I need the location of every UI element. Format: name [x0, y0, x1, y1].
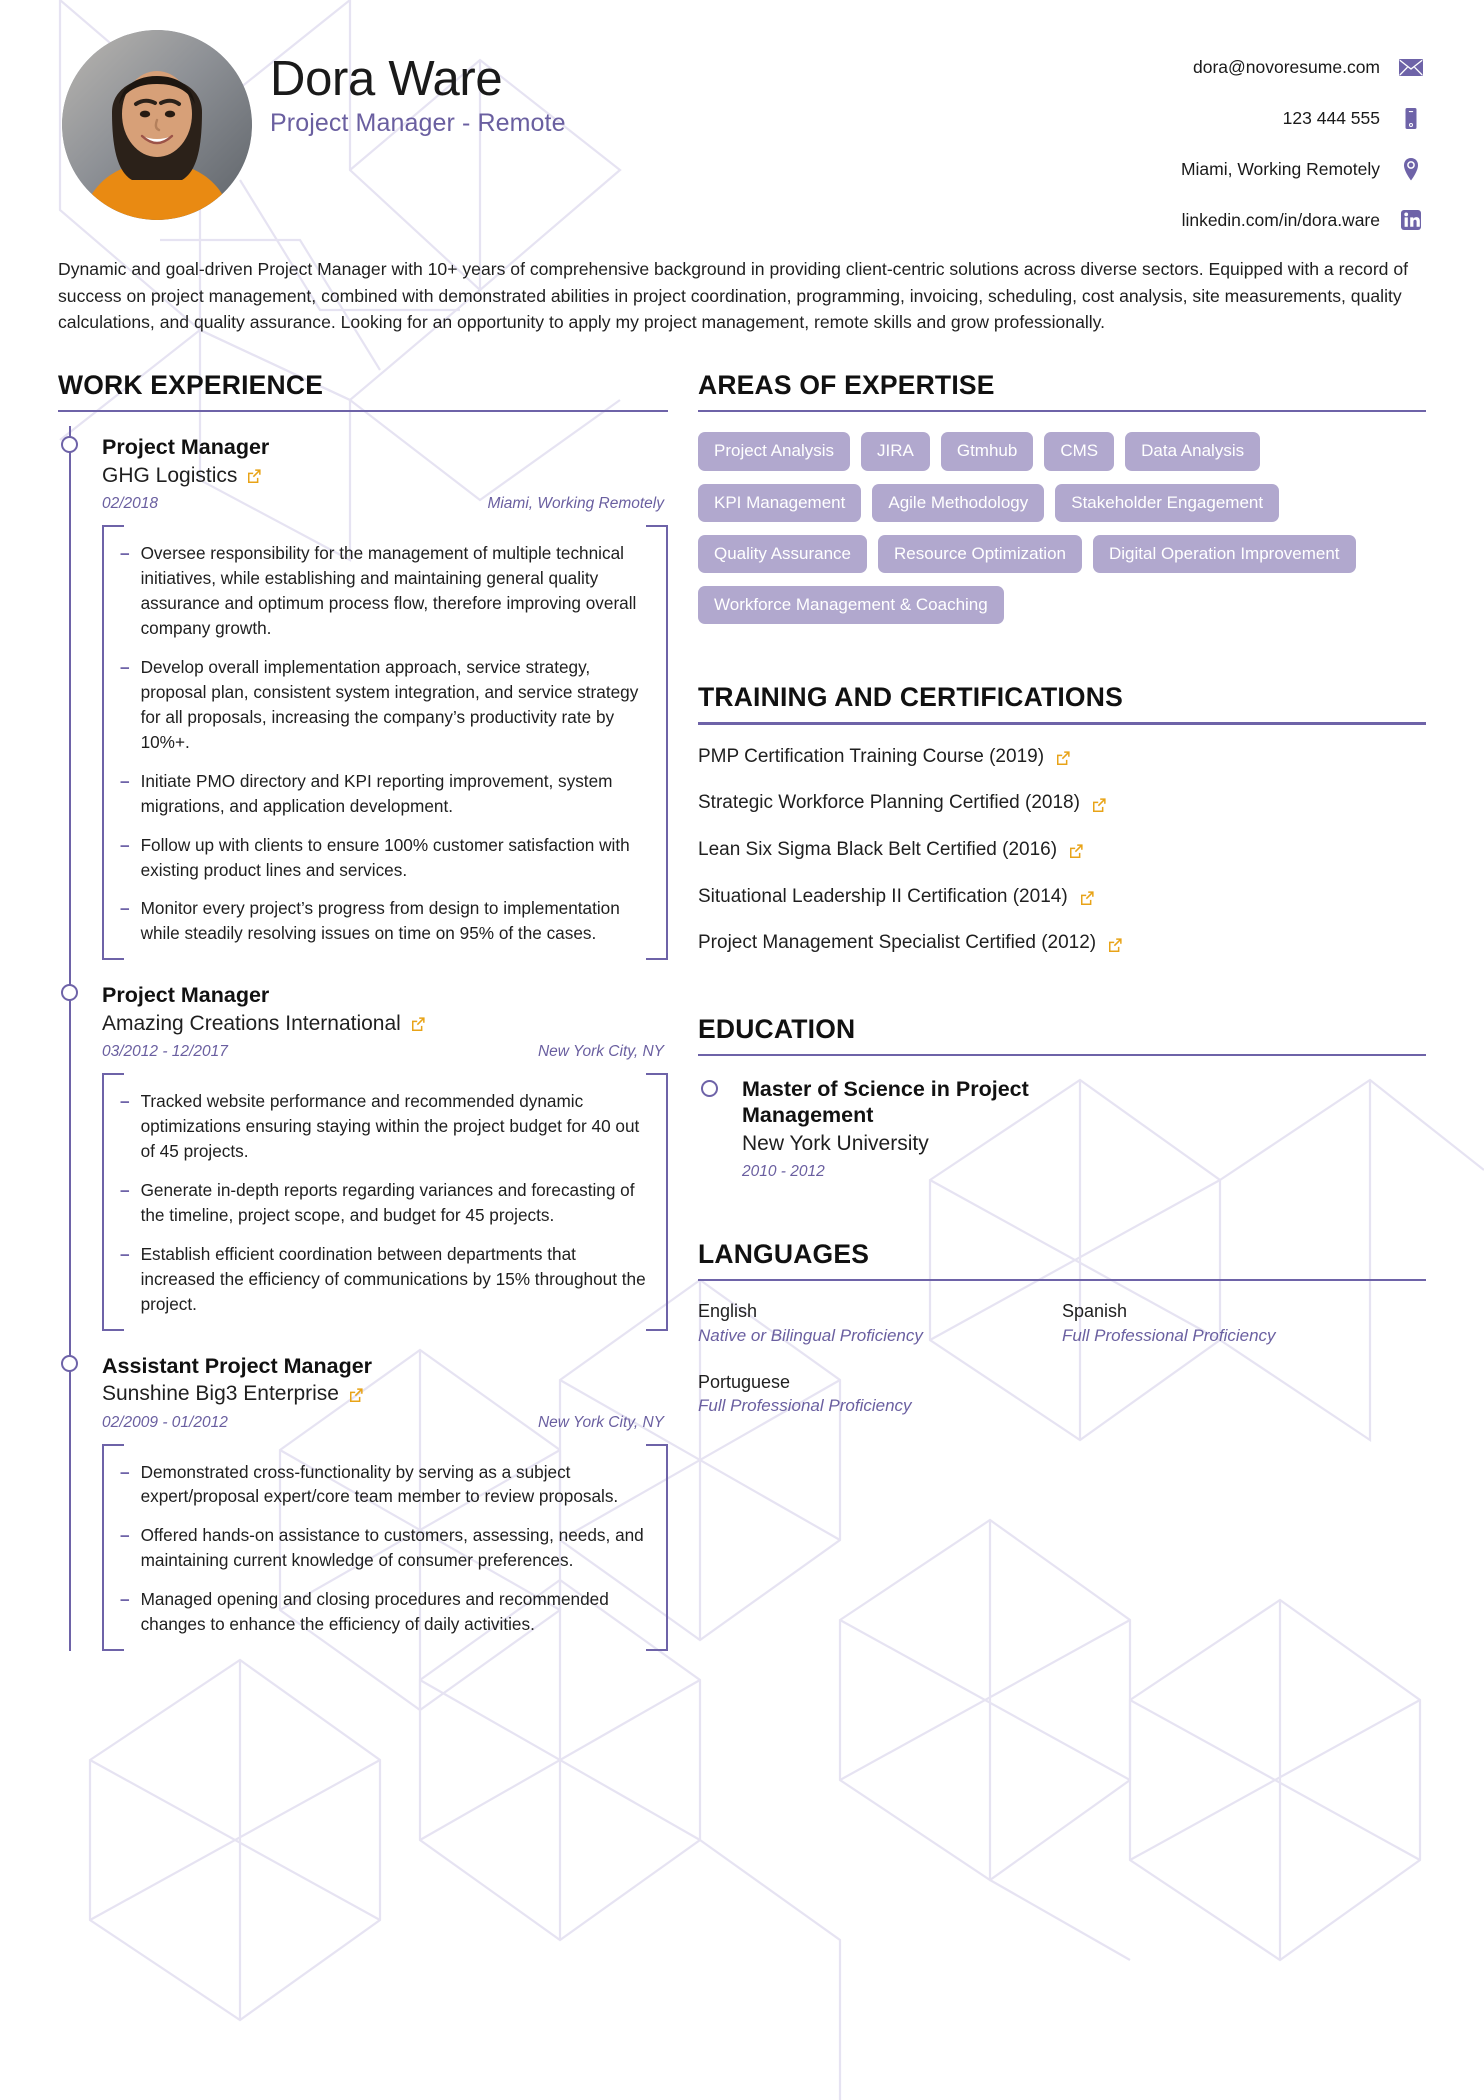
language-name: Portuguese: [698, 1371, 791, 1392]
job-dates: 03/2012 - 12/2017: [102, 1043, 228, 1061]
language-item: [1062, 1300, 1426, 1346]
bracket-side: [666, 1073, 668, 1331]
contact-phone-text: 123 444 555: [1282, 107, 1380, 128]
bullet-text: Develop overall implementation approach, service strategy, proposal plan, consistent system integration, and service strategy for all proposals, increasing the company’s productivity rate by 10%+.: [140, 656, 639, 752]
professional-summary: Dynamic and goal-driven Project Manager with 10+ years of comprehensive background in providing client-centric solutions across diverse sectors. Equipped with a record of success on project management, combined with demonstrated abilities in project coordination, programming, invoicing, scheduling, cost analysis, site measurements, quality calculations, and quality assurance. Looking for an opportunity to apply my project management, remote skills and grow professionally.: [58, 259, 1409, 333]
bullet-text: Oversee responsibility for the management of multiple technical initiatives, while establishing and maintaining general quality assurance and optimum process flow, therefore improving overall company growth.: [140, 543, 637, 639]
bullet-item: [120, 1523, 658, 1573]
bullet-item: [120, 655, 658, 755]
left-column: [58, 370, 668, 1651]
bullet-dash-icon: –: [120, 898, 130, 919]
resume-header: [58, 0, 1426, 250]
resume-body: [58, 336, 1426, 1651]
education-school: New York University: [742, 1131, 929, 1155]
certification-text: Strategic Workforce Planning Certified (2018): [698, 792, 1080, 814]
bracket-corner: [102, 1309, 124, 1331]
bracket-side: [102, 525, 104, 960]
contact-email-text: dora@novoresume.com: [1192, 56, 1380, 77]
bullet-dash-icon: –: [120, 1461, 130, 1482]
bracket-side: [666, 525, 668, 960]
language-list: [698, 1281, 1426, 1441]
contact-email[interactable]: [1193, 52, 1426, 82]
education-degree: Master of Science in Project Management: [742, 1077, 1029, 1128]
external-link-icon[interactable]: [1068, 843, 1084, 859]
linkedin-icon: [1396, 205, 1426, 235]
external-link-icon[interactable]: [1107, 937, 1123, 953]
bracket-corner: [646, 938, 668, 960]
bracket-side: [102, 1444, 104, 1652]
bracket-corner: [102, 1073, 124, 1095]
job-meta: [102, 495, 668, 513]
skill-tag[interactable]: Stakeholder Engagement: [1055, 484, 1279, 522]
job-bullets: [102, 1444, 668, 1652]
job-location: New York City, NY: [537, 1413, 664, 1431]
section-title-languages: LANGUAGES: [698, 1239, 870, 1270]
bullet-dash-icon: –: [120, 656, 130, 677]
skill-tag[interactable]: Agile Methodology: [872, 484, 1044, 522]
bullet-dash-icon: –: [120, 1179, 130, 1200]
bullet-dash-icon: –: [120, 834, 130, 855]
bracket-corner: [102, 1629, 124, 1651]
full-name: Dora Ware: [270, 52, 503, 106]
section-education: [698, 1014, 1426, 1181]
section-training-and-certifications: [698, 682, 1426, 956]
bullet-dash-icon: –: [120, 1091, 130, 1112]
bullet-item: [120, 1089, 658, 1164]
language-level: Full Professional Proficiency: [1062, 1325, 1276, 1345]
bullet-dash-icon: –: [120, 1589, 130, 1610]
section-title-education: EDUCATION: [698, 1014, 856, 1045]
job-company: [102, 463, 668, 489]
certification-text: Lean Six Sigma Black Belt Certified (2016): [698, 838, 1058, 860]
bullet-text: Tracked website performance and recommended dynamic optimizations ensuring staying within the project budget for 40 out of 45 projects.: [140, 1091, 640, 1162]
education-dates: 2010 - 2012: [742, 1163, 825, 1181]
bullet-item: [120, 1460, 658, 1510]
bullet-item: [120, 833, 658, 883]
bracket-corner: [646, 1309, 668, 1331]
bullet-dash-icon: –: [120, 770, 130, 791]
section-work-experience: [58, 370, 668, 1651]
bullet-text: Monitor every project’s progress from design to implementation while steadily resolving issues on time on 95% of the cases.: [140, 898, 620, 944]
bullet-dash-icon: –: [120, 1243, 130, 1264]
work-timeline: [58, 412, 668, 1651]
bullet-dash-icon: –: [120, 1525, 130, 1546]
email-icon: [1396, 52, 1426, 82]
bullet-text: Establish efficient coordination between departments that increased the efficiency of communications by 15% throughout the project.: [140, 1243, 646, 1314]
job-title: Assistant Project Manager: [102, 1353, 373, 1378]
bullet-item: [120, 1242, 658, 1317]
certification-item: [698, 885, 1426, 910]
external-link-icon[interactable]: [1079, 890, 1095, 906]
bracket-corner: [646, 1629, 668, 1651]
job-company-name: Sunshine Big3 Enterprise: [102, 1381, 339, 1405]
job-bullets: [102, 525, 668, 960]
skill-tag[interactable]: KPI Management: [698, 484, 861, 522]
location-icon: [1396, 154, 1426, 184]
bullet-text: Initiate PMO directory and KPI reporting improvement, system migrations, and application development.: [140, 770, 613, 816]
job-subtitle: Project Manager - Remote: [270, 108, 566, 137]
skill-tag[interactable]: Resource Optimization: [878, 535, 1082, 573]
timeline-dot-icon: [61, 1355, 78, 1372]
contact-linkedin-text: linkedin.com/in/dora.ware: [1181, 209, 1380, 230]
bracket-side: [666, 1444, 668, 1652]
certification-item: [698, 791, 1426, 816]
bullet-text: Demonstrated cross-functionality by serving as a subject expert/proposal expert/core team member to review proposals.: [140, 1461, 619, 1507]
external-link-icon[interactable]: [1091, 797, 1107, 813]
bullet-item: [120, 1587, 658, 1637]
external-link-icon[interactable]: [348, 1387, 364, 1403]
skill-tag[interactable]: Workforce Management & Coaching: [698, 586, 1004, 624]
certification-item: [698, 838, 1426, 863]
external-link-icon[interactable]: [410, 1016, 426, 1032]
avatar-wrapper: [58, 30, 256, 220]
timeline-dot-icon: [61, 984, 78, 1001]
job-bullets: [102, 1073, 668, 1331]
work-entry: [58, 1331, 668, 1651]
bracket-side: [102, 1073, 104, 1331]
job-meta: [102, 1043, 668, 1061]
external-link-icon[interactable]: [246, 468, 262, 484]
job-meta: [102, 1414, 668, 1432]
skill-tag[interactable]: Digital Operation Improvement: [1093, 535, 1356, 573]
education-entry: [698, 1056, 1426, 1181]
bullet-item: [120, 769, 658, 819]
language-level: Native or Bilingual Proficiency: [698, 1325, 923, 1345]
language-item: [698, 1300, 1062, 1346]
contact-location-text: Miami, Working Remotely: [1180, 158, 1380, 179]
job-title: Project Manager: [102, 435, 270, 460]
contact-linkedin[interactable]: [1182, 205, 1426, 235]
section-areas-of-expertise: [698, 370, 1426, 624]
name-block: [256, 30, 1181, 138]
job-dates: 02/2009 - 01/2012: [102, 1413, 228, 1431]
job-dates: 02/2018: [102, 495, 159, 513]
section-title-work-experience: WORK EXPERIENCE: [58, 370, 324, 401]
section-languages: [698, 1239, 1426, 1441]
work-entry: [58, 960, 668, 1330]
timeline-dot-icon: [701, 1080, 718, 1097]
bullet-text: Offered hands-on assistance to customers, assessing, needs, and maintaining current knowledge of consumer preferences.: [140, 1525, 644, 1571]
job-company-name: Amazing Creations International: [102, 1011, 401, 1035]
phone-icon: [1396, 103, 1426, 133]
section-title-areas-of-expertise: AREAS OF EXPERTISE: [698, 370, 995, 401]
language-item: [698, 1371, 1062, 1417]
contact-phone[interactable]: [1283, 103, 1426, 133]
job-company: [102, 1381, 668, 1407]
bullet-dash-icon: –: [120, 543, 130, 564]
right-column: [698, 370, 1426, 1651]
language-name: Spanish: [1062, 1301, 1128, 1322]
skill-tag[interactable]: CMS: [1044, 432, 1114, 470]
job-location: Miami, Working Remotely: [487, 495, 664, 513]
skill-tag[interactable]: Gtmhub: [941, 432, 1033, 470]
bullet-item: [120, 896, 658, 946]
bracket-corner: [102, 1444, 124, 1466]
skill-tag[interactable]: JIRA: [861, 432, 930, 470]
job-title: Project Manager: [102, 983, 270, 1008]
column-gap: [668, 370, 698, 1651]
certification-item: [698, 931, 1426, 956]
bullet-text: Generate in-depth reports regarding variances and forecasting of the timeline, project scope, and budget for 45 projects.: [140, 1179, 635, 1225]
language-level: Full Professional Proficiency: [698, 1396, 912, 1416]
bracket-corner: [646, 525, 668, 547]
bullet-text: Managed opening and closing procedures and recommended changes to enhance the efficiency of daily activities.: [140, 1589, 609, 1635]
bracket-corner: [646, 1073, 668, 1095]
certification-text: Project Management Specialist Certified (2012): [698, 932, 1097, 954]
bracket-corner: [102, 938, 124, 960]
certification-text: PMP Certification Training Course (2019): [698, 745, 1045, 767]
certification-item: [698, 745, 1426, 770]
language-name: English: [698, 1301, 758, 1322]
timeline-dot-icon: [61, 436, 78, 453]
section-title-training-and-certifications: TRAINING AND CERTIFICATIONS: [698, 682, 1123, 713]
work-entry: [58, 412, 668, 960]
skill-tag[interactable]: Project Analysis: [698, 432, 850, 470]
bullet-item: [120, 541, 658, 641]
job-company-name: GHG Logistics: [102, 463, 238, 487]
skill-tag[interactable]: Quality Assurance: [698, 535, 867, 573]
job-location: New York City, NY: [537, 1043, 664, 1061]
avatar: [62, 30, 252, 220]
bracket-corner: [646, 1444, 668, 1466]
skill-tag-list: [698, 412, 1426, 624]
certification-list: [698, 725, 1426, 956]
contact-list: [1181, 30, 1426, 235]
certification-text: Situational Leadership II Certification (2014): [698, 885, 1068, 907]
bullet-text: Follow up with clients to ensure 100% customer satisfaction with existing product lines and services.: [140, 834, 630, 880]
skill-tag[interactable]: Data Analysis: [1125, 432, 1260, 470]
bracket-corner: [102, 525, 124, 547]
job-company: [102, 1011, 668, 1037]
bullet-item: [120, 1178, 658, 1228]
contact-location[interactable]: [1181, 154, 1426, 184]
external-link-icon[interactable]: [1055, 750, 1071, 766]
avatar-photo: [62, 30, 252, 220]
